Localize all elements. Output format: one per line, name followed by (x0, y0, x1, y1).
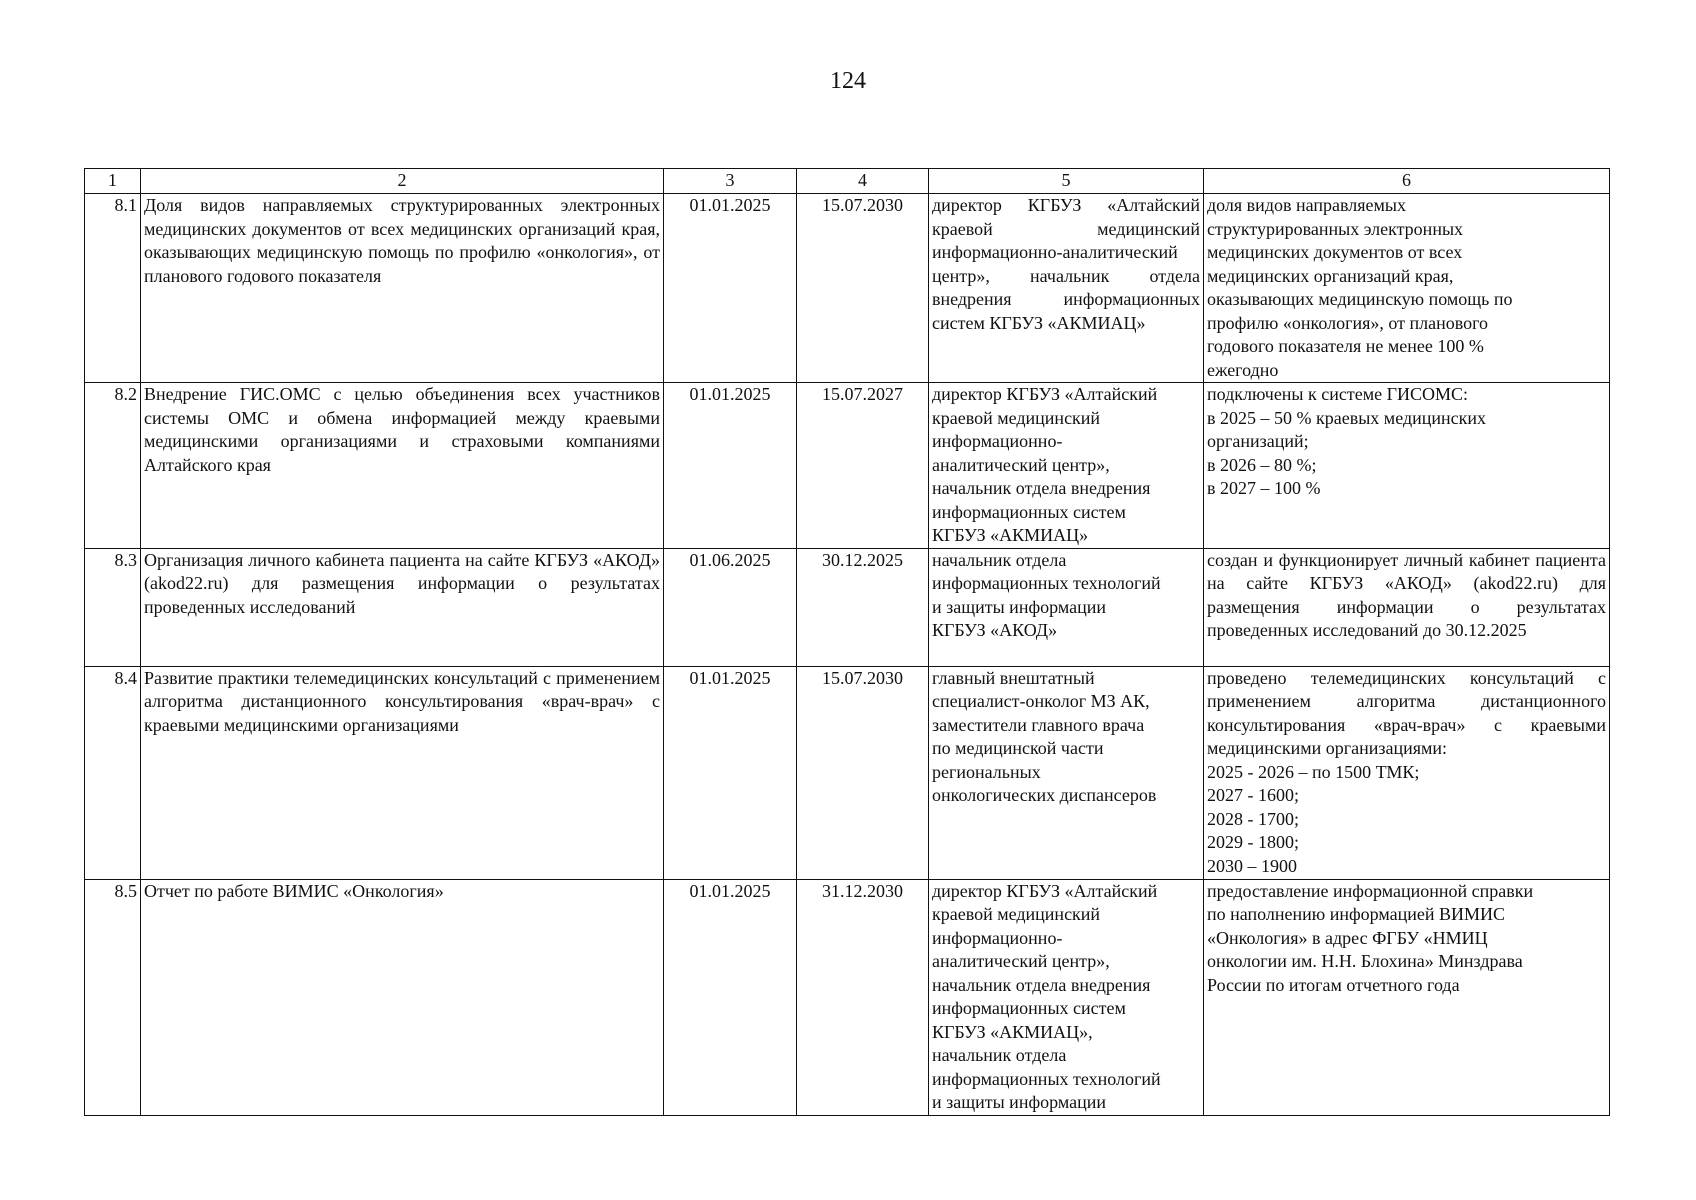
end-date: 15.07.2030 (797, 666, 929, 879)
result-cell (1204, 879, 1610, 1115)
page-number: 124 (830, 68, 866, 94)
start-date: 01.01.2025 (664, 194, 797, 383)
result-line: в 2026 – 80 %; (1207, 454, 1317, 475)
result-line: профилю «онкология», от планового (1207, 312, 1489, 333)
result-line: России по итогам отчетного года (1207, 974, 1460, 995)
responsible-line: и защиты информации (932, 596, 1106, 617)
activity-cell: Развитие практики телемедицинских консультаций с применением алгоритма дистанционного консультирования «врач-врач» с краевыми медицинскими организациями (141, 666, 664, 879)
responsible-line: и защиты информации (932, 1092, 1106, 1112)
end-date: 15.07.2030 (797, 194, 929, 383)
row-number: 8.1 (85, 194, 141, 383)
result-line: в 2027 – 100 % (1207, 478, 1321, 498)
responsible-line: заместители главного врача (932, 714, 1145, 735)
end-date: 30.12.2025 (797, 548, 929, 666)
responsible-line: аналитический центр», (932, 454, 1110, 475)
header-row (85, 169, 1610, 194)
result-line: оказывающих медицинскую помощь по (1207, 289, 1513, 309)
responsible-cell (929, 548, 1204, 666)
result-line: 2025 - 2026 – по 1500 ТМК; (1207, 761, 1420, 782)
responsible-line: информационно- (932, 927, 1063, 948)
header-col-4: 4 (797, 169, 929, 194)
responsible-line: директор КГБУЗ «Алтайский (932, 384, 1158, 404)
responsible-line: начальник отдела (932, 549, 1067, 570)
responsible-line: информационных систем (932, 998, 1126, 1018)
header-col-5: 5 (929, 169, 1204, 194)
result-cell (1204, 383, 1610, 549)
row-number: 8.3 (85, 548, 141, 666)
responsible-line: начальник отдела внедрения (932, 974, 1151, 995)
header-col-1: 1 (85, 169, 141, 194)
start-date: 01.01.2025 (664, 666, 797, 879)
result-line: медицинских документов от всех (1207, 242, 1463, 262)
responsible-cell (929, 879, 1204, 1115)
responsible-line: КГБУЗ «АКМИАЦ» (932, 525, 1089, 545)
row-number: 8.4 (85, 666, 141, 879)
result-line: 2030 – 1900 (1207, 855, 1297, 876)
result-line: медицинских организаций края, (1207, 265, 1454, 286)
result-cell (1204, 666, 1610, 879)
responsible-line: начальник отдела внедрения (932, 478, 1151, 498)
result-line: годового показателя не менее 100 % (1207, 336, 1484, 356)
activity-cell: Организация личного кабинета пациента на сайте КГБУЗ «АКОД» (akod22.ru) для размещения информации о результатах проведенных исследований (141, 548, 664, 666)
table-row (85, 383, 1610, 549)
responsible-line: КГБУЗ «АКОД» (932, 620, 1058, 640)
result-line: подключены к системе ГИСОМС: (1207, 384, 1469, 404)
start-date: 01.06.2025 (664, 548, 797, 666)
result-line: предоставление информационной справки (1207, 880, 1534, 901)
result-cell: создан и функционирует личный кабинет пациента на сайте КГБУЗ «АКОД» (akod22.ru) для размещения информации о результатах проведенных исследований до 30.12.2025 (1204, 548, 1610, 666)
table-row (85, 666, 1610, 879)
responsible-line: начальник отдела (932, 1045, 1067, 1065)
responsible-line: КГБУЗ «АКМИАЦ», (932, 1021, 1093, 1042)
result-line: «Онкология» в адрес ФГБУ «НМИЦ (1207, 927, 1488, 948)
responsible-line: онкологических диспансеров (932, 785, 1157, 805)
responsible-line: аналитический центр», (932, 951, 1110, 971)
start-date: 01.01.2025 (664, 879, 797, 1115)
row-number: 8.2 (85, 383, 141, 549)
header-col-6: 6 (1204, 169, 1610, 194)
responsible-line: главный внештатный (932, 667, 1095, 688)
activity-cell: Отчет по работе ВИМИС «Онкология» (141, 879, 664, 1115)
responsible-line: краевой медицинский (932, 407, 1101, 428)
responsible-line: краевой медицинский (932, 904, 1101, 924)
responsible-line: региональных (932, 761, 1041, 782)
responsible-cell (929, 383, 1204, 549)
responsible-cell: директор КГБУЗ «Алтайский краевой медицинский информационно-аналитический центр», начальник отдела внедрения информационных систем КГБУЗ «АКМИАЦ» (929, 194, 1204, 383)
header-col-3: 3 (664, 169, 797, 194)
responsible-line: специалист-онколог МЗ АК, (932, 691, 1150, 711)
responsible-cell (929, 666, 1204, 879)
responsible-line: информационно- (932, 431, 1063, 451)
result-line: в 2025 – 50 % краевых медицинских (1207, 407, 1487, 428)
activity-table (84, 168, 1610, 1116)
result-line: 2029 - 1800; (1207, 832, 1299, 852)
responsible-line: директор КГБУЗ «Алтайский (932, 880, 1158, 901)
result-line: 2028 - 1700; (1207, 808, 1299, 829)
result-paragraph: проведено телемедицинских консультаций с применением алгоритма дистанционного консультирования «врач-врач» с краевыми медицинскими организациями: (1207, 667, 1606, 758)
result-line: онкологии им. Н.Н. Блохина» Минздрава (1207, 951, 1523, 971)
activity-cell: Доля видов направляемых структурированных электронных медицинских документов от всех медицинских организаций края, оказывающих медицинскую помощь по профилю «онкология», от планового годового показателя (141, 194, 664, 383)
header-col-2: 2 (141, 169, 664, 194)
responsible-line: информационных технологий (932, 573, 1161, 593)
result-line: по наполнению информацией ВИМИС (1207, 904, 1506, 924)
end-date: 31.12.2030 (797, 879, 929, 1115)
table-row (85, 194, 1610, 383)
start-date: 01.01.2025 (664, 383, 797, 549)
responsible-line: по медицинской части (932, 738, 1104, 758)
result-line: ежегодно (1207, 359, 1279, 380)
activity-cell: Внедрение ГИС.ОМС с целью объединения всех участников системы ОМС и обмена информацией между краевыми медицинскими организациями и страховыми компаниями Алтайского края (141, 383, 664, 549)
table-row (85, 879, 1610, 1115)
result-cell (1204, 194, 1610, 383)
result-line: структурированных электронных (1207, 218, 1464, 239)
result-line: доля видов направляемых (1207, 195, 1406, 215)
end-date: 15.07.2027 (797, 383, 929, 549)
table-row (85, 548, 1610, 666)
responsible-line: информационных систем (932, 501, 1126, 522)
result-line: 2027 - 1600; (1207, 785, 1299, 805)
row-number: 8.5 (85, 879, 141, 1115)
responsible-line: информационных технологий (932, 1068, 1161, 1089)
result-line: организаций; (1207, 431, 1309, 451)
